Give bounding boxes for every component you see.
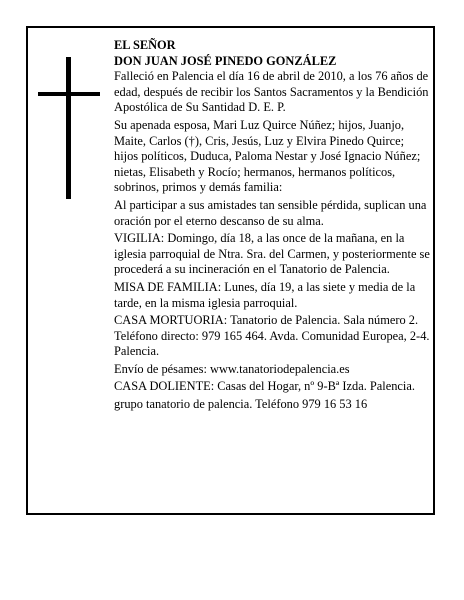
funeral-group-phone: grupo tanatorio de palencia. Teléfono 979 16 53 16 <box>114 397 368 412</box>
family-home-address: CASA DOLIENTE: Casas del Hogar, nº 9-Bª Izda. Palencia. <box>114 379 415 394</box>
latin-cross-icon <box>38 57 100 199</box>
prayer-request: Al participar a sus amistades tan sensible pérdida, suplican una oración por el eterno descanso de su alma. <box>114 197 427 228</box>
vigil-info: VIGILIA: Domingo, día 18, a las once de la mañana, en la iglesia parroquial de Ntra. Sra. del Carmen, y posteriormente se procederá a su incineración en el Tanatorio de Palencia. <box>114 231 430 277</box>
funeral-home-info: CASA MORTUORIA: Tanatorio de Palencia. Sala número 2. Teléfono directo: 979 165 464. Avda. Comunidad Europea, 2-4. Palencia. <box>114 313 430 359</box>
notice-title: EL SEÑOR <box>114 38 176 52</box>
death-details: Falleció en Palencia el día 16 de abril de 2010, a los 76 años de edad, después de recibir los Santos Sacramentos y la Bendición Apostólica de Su Santidad D. E. P. <box>114 69 429 115</box>
deceased-name: DON JUAN JOSÉ PINEDO GONZÁLEZ <box>114 53 337 68</box>
cross-horizontal-bar <box>38 92 100 96</box>
cross-vertical-bar <box>66 57 71 199</box>
family-mass-info: MISA DE FAMILIA: Lunes, día 19, a las siete y media de la tarde, en la misma iglesia parroquial. <box>114 279 416 310</box>
notice-text <box>114 38 430 415</box>
family-members: Su apenada esposa, Mari Luz Quirce Núñez; hijos, Juanjo, Maite, Carlos (†), Cris, Jesús, Luz y Elvira Pinedo Quirce; hijos políticos, Duduca, Paloma Nestar y José Ignacio Núñez; nietas, Elisabeth y Rocío; hermanos, hermanos políticos, sobrinos, primos y demás familia: <box>114 117 421 195</box>
obituary-notice <box>26 26 435 515</box>
condolences-website: Envío de pésames: www.tanatoriodepalencia.es <box>114 361 350 376</box>
